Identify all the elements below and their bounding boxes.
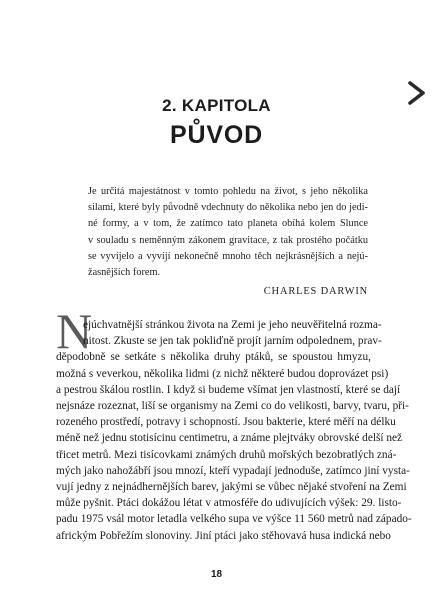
page-number: 18 [210, 569, 223, 580]
body-line: africkým Pobřežím slonoviny. Jiní ptáci jako stěhovavá husa indická nebo [56, 529, 391, 542]
epigraph-line: silami, které byly původně vdechnuty do několika nebo jen do jedi- [88, 202, 368, 214]
epigraph-author: CHARLES DARWIN [263, 286, 368, 297]
epigraph-line: se vyvíjelo a vyvíjí nekonečně mnoho těch nejkrásnějších a nejú- [88, 250, 368, 262]
body-line: může pyšnit. Ptáci dokážou létat v atmosféře do udivujících výšek: 29. listo- [56, 497, 402, 510]
body-line: a pestrou škálou rostlin. I když si budeme všímat jen vlastností, které se dají [56, 383, 401, 396]
epigraph-line: žasnějších forem. [88, 267, 161, 279]
body-line: ejúchvatnější stránkou života na Zemi je jeho neuvěřitelná rozma- [83, 319, 382, 331]
body-line: méně než jednu stotisícinu centimetru, a známe plejtváky obrovské delší než [56, 432, 403, 445]
chapter-title: PŮVOD [170, 121, 263, 149]
body-line: vují jedny z nejnádhernějších barev, jakými se vůbec nějaké stvoření na Zemi [56, 481, 407, 494]
body-line: děpodobně se setkáte s několika druhy ptáků, se spoustou hmyzu, [56, 351, 371, 364]
body-line: nitost. Zkuste se jen tak pokliďně projít jarním odpolednem, prav- [83, 335, 382, 348]
epigraph-quote [88, 184, 368, 281]
body-line: třicet metrů. Mezi tisícovkami známých druhů mořských bezobratlých zná- [56, 448, 397, 461]
body-line: rozeného prostředí, potravy i schopností. Jsou bakterie, které měří na délku [56, 416, 396, 429]
epigraph-line: Je určitá majestátnost v tomto pohledu na život, s jeho několika [88, 186, 368, 197]
body-line: padu 1975 vsál motor letadla velkého supa ve výšce 11 560 metrů nad západo- [56, 513, 412, 526]
epigraph-line: né formy, a v tom, že zatímco tato planeta obíhá kolem Slunce [88, 218, 368, 230]
dropcap-letter: N [56, 303, 93, 359]
body-line: možná s veverkou, několika lidmi (z nichž některé budou doprovázet psi) [56, 367, 389, 380]
body-line: mých jako nahožábří jsou mnozí, kteří vypadají jednoduše, zatímco jiní vysta- [56, 464, 410, 477]
body-line: nejsnáze rozeznat, liší se organismy na Zemi co do velikosti, barvy, tvaru, při- [56, 400, 409, 413]
chapter-label: 2. KAPITOLA [162, 96, 271, 115]
body-paragraph [56, 317, 412, 544]
epigraph-line: v souladu s neměnným zákonem gravitace, z tak prostého počátku [88, 234, 368, 246]
